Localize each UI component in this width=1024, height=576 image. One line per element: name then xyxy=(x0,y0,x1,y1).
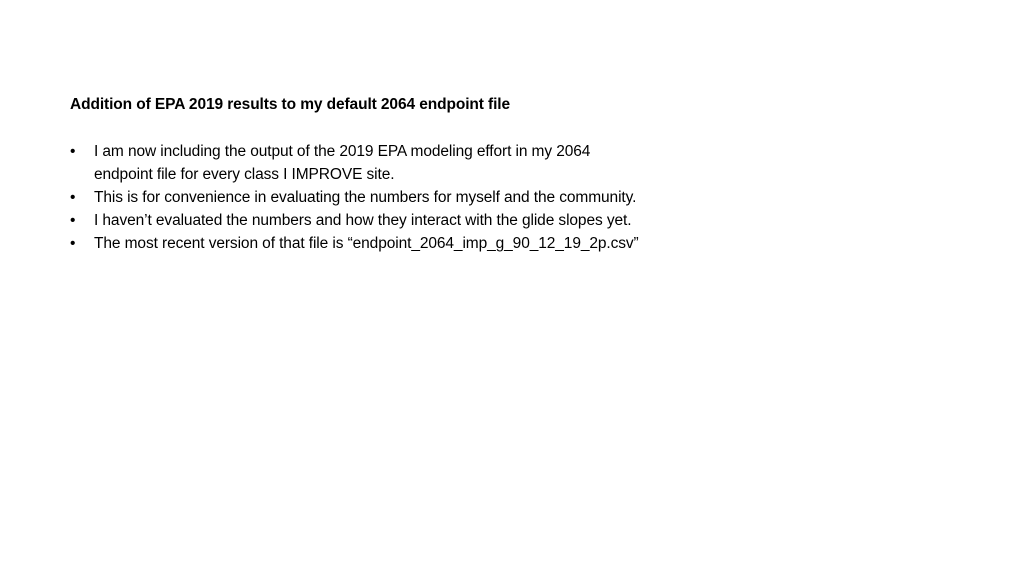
bullet-text-continued: endpoint file for every class I IMPROVE site. xyxy=(94,166,395,183)
bullet-item xyxy=(70,140,790,186)
bullet-text: This is for convenience in evaluating the numbers for myself and the community. xyxy=(94,189,637,206)
bullet-text: The most recent version of that file is “endpoint_2064_imp_g_90_12_19_2p.csv” xyxy=(94,235,639,252)
slide-content xyxy=(70,94,790,255)
bullet-text: I am now including the output of the 2019 EPA modeling effort in my 2064 xyxy=(94,143,591,160)
bullet-item xyxy=(70,232,790,255)
bullet-text: I haven’t evaluated the numbers and how they interact with the glide slopes yet. xyxy=(94,212,632,229)
bullet-list xyxy=(70,140,790,255)
bullet-icon: • xyxy=(70,143,76,160)
slide-title: Addition of EPA 2019 results to my default 2064 endpoint file xyxy=(70,96,511,113)
bullet-icon: • xyxy=(70,189,76,206)
bullet-item xyxy=(70,209,790,232)
bullet-item xyxy=(70,186,790,209)
bullet-icon: • xyxy=(70,212,76,229)
bullet-icon: • xyxy=(70,235,76,252)
